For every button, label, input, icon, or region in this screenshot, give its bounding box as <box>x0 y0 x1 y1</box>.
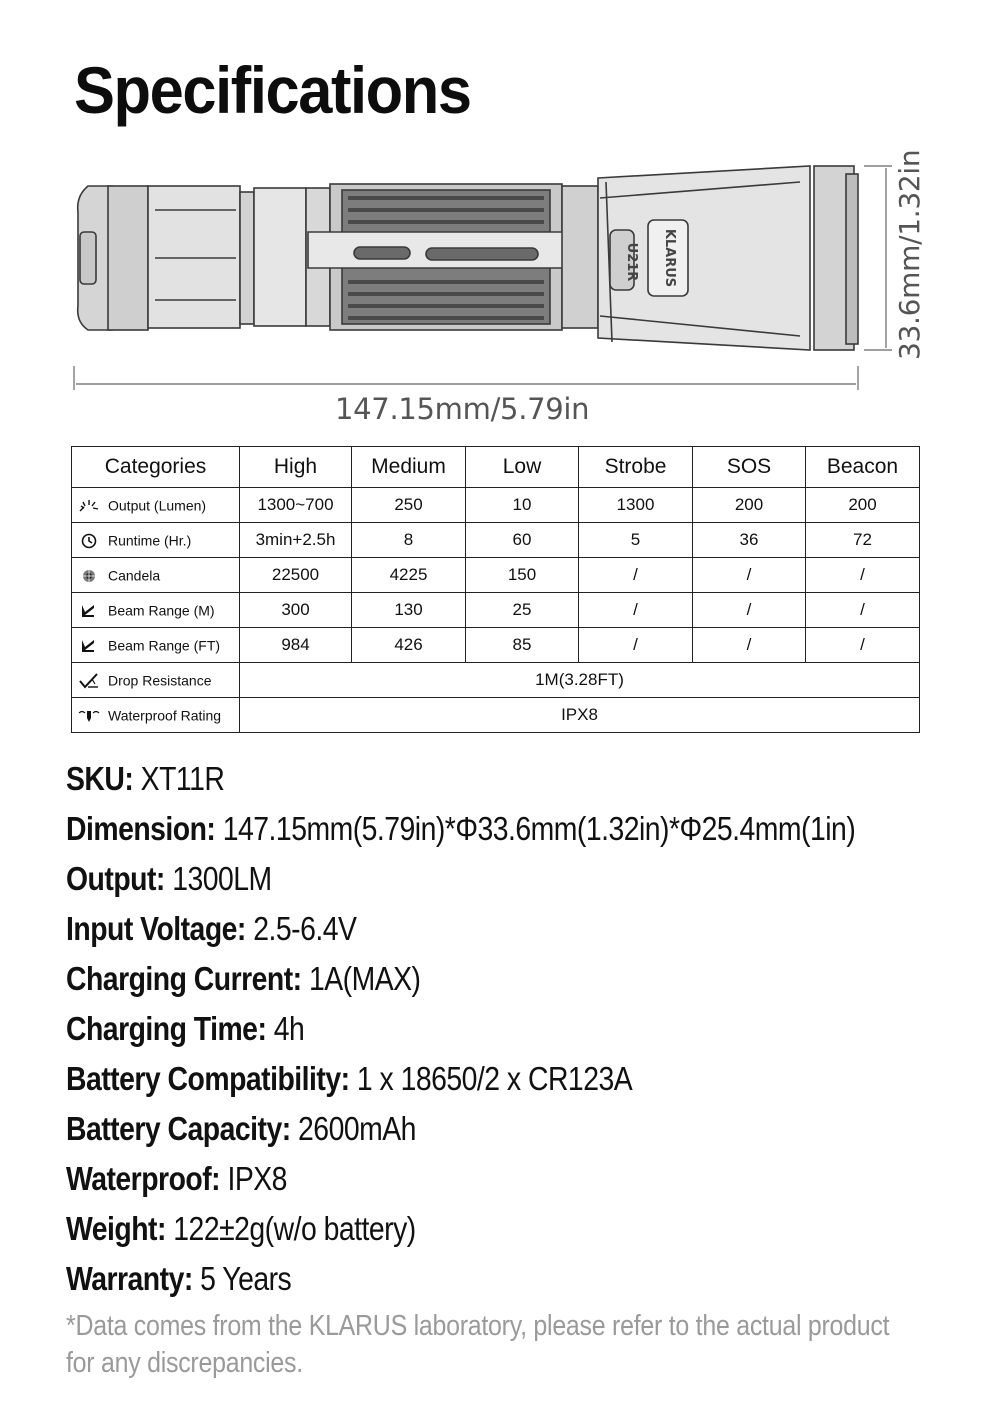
spec-key: Warranty: <box>66 1260 193 1297</box>
category-label: Beam Range (M) <box>108 602 215 619</box>
cell-strobe: / <box>579 558 693 593</box>
cell-beacon: / <box>806 558 920 593</box>
spec-key: Weight: <box>66 1210 166 1247</box>
spec-value: IPX8 <box>227 1160 287 1197</box>
spec-value: 1 x 18650/2 x CR123A <box>356 1060 633 1097</box>
table-row <box>72 663 920 698</box>
cell-strobe: 1300 <box>579 488 693 523</box>
cell-sos: 200 <box>693 488 806 523</box>
spec-key: SKU: <box>66 760 134 797</box>
spec-value: 122±2g(w/o battery) <box>173 1210 416 1247</box>
cell-beacon: / <box>806 593 920 628</box>
category-label: Output (Lumen) <box>108 497 207 514</box>
table-row <box>72 558 920 593</box>
category-label: Waterproof Rating <box>108 707 222 724</box>
cell-strobe: / <box>579 628 693 663</box>
spec-dimension <box>66 810 855 860</box>
cell-high: 1300~700 <box>240 488 352 523</box>
spec-key: Output: <box>66 860 165 897</box>
cell-medium: 8 <box>352 523 466 558</box>
output-icon <box>78 498 100 514</box>
spec-sku <box>66 760 855 810</box>
cell-beacon: / <box>806 628 920 663</box>
cell-high: 984 <box>240 628 352 663</box>
waterproof-rating-value: IPX8 <box>240 698 920 733</box>
cell-high: 22500 <box>240 558 352 593</box>
spec-value: 147.15mm(5.79in)*Φ33.6mm(1.32in)*Φ25.4mm(1in) <box>222 810 856 847</box>
spec-warranty <box>66 1260 855 1310</box>
category-cell <box>72 663 240 698</box>
drop-resistance-value: 1M(3.28FT) <box>240 663 920 698</box>
cell-beacon: 72 <box>806 523 920 558</box>
cell-sos: / <box>693 628 806 663</box>
spec-key: Charging Current: <box>66 960 302 997</box>
beam-range-icon <box>78 603 100 619</box>
cell-sos: / <box>693 593 806 628</box>
header-categories: Categories <box>72 447 240 488</box>
cell-beacon: 200 <box>806 488 920 523</box>
svg-text:KLARUS: KLARUS <box>662 228 677 288</box>
spec-key: Dimension: <box>66 810 216 847</box>
waterproof-icon <box>78 708 100 724</box>
cell-medium: 250 <box>352 488 466 523</box>
category-cell <box>72 488 240 523</box>
candela-icon <box>78 568 100 584</box>
beam-range-icon <box>78 638 100 654</box>
table-header-row <box>72 447 920 488</box>
length-dimension-label: 147.15mm/5.79in <box>335 392 590 426</box>
spec-weight <box>66 1210 855 1260</box>
spec-charging-time <box>66 1010 855 1060</box>
category-cell <box>72 593 240 628</box>
cell-high: 300 <box>240 593 352 628</box>
spec-value: 1A(MAX) <box>308 960 421 997</box>
spec-key: Charging Time: <box>66 1010 267 1047</box>
header-low: Low <box>466 447 579 488</box>
spec-charging-current <box>66 960 855 1010</box>
header-medium: Medium <box>352 447 466 488</box>
spec-value: 2.5-6.4V <box>253 910 357 947</box>
spec-value: 4h <box>273 1010 305 1047</box>
svg-text:U21R: U21R <box>624 242 639 282</box>
cell-low: 10 <box>466 488 579 523</box>
cell-medium: 4225 <box>352 558 466 593</box>
table-row <box>72 488 920 523</box>
category-label: Beam Range (FT) <box>108 637 221 654</box>
cell-sos: / <box>693 558 806 593</box>
category-cell <box>72 523 240 558</box>
spec-input-voltage <box>66 910 855 960</box>
spec-key: Battery Compatibility: <box>66 1060 350 1097</box>
table-row <box>72 698 920 733</box>
cell-medium: 426 <box>352 628 466 663</box>
spec-value: 2600mAh <box>298 1110 416 1147</box>
header-strobe: Strobe <box>579 447 693 488</box>
cell-high: 3min+2.5h <box>240 523 352 558</box>
cell-low: 150 <box>466 558 579 593</box>
spec-key: Input Voltage: <box>66 910 246 947</box>
table-row <box>72 593 920 628</box>
page-title: Specifications <box>74 53 471 127</box>
cell-low: 25 <box>466 593 579 628</box>
category-cell <box>72 698 240 733</box>
header-sos: SOS <box>693 447 806 488</box>
header-high: High <box>240 447 352 488</box>
category-label: Drop Resistance <box>108 672 212 689</box>
flashlight-drawing <box>0 140 990 390</box>
category-cell <box>72 558 240 593</box>
disclaimer-note <box>66 1308 926 1382</box>
spec-battery-capacity <box>66 1110 855 1160</box>
spec-output <box>66 860 855 910</box>
cell-low: 60 <box>466 523 579 558</box>
cell-strobe: 5 <box>579 523 693 558</box>
spec-key: Battery Capacity: <box>66 1110 291 1147</box>
spec-key: Waterproof: <box>66 1160 221 1197</box>
mode-spec-table <box>71 446 920 733</box>
drop-resistance-icon <box>78 673 100 689</box>
diameter-dimension-label: 33.6mm/1.32in <box>893 149 926 360</box>
cell-strobe: / <box>579 593 693 628</box>
disclaimer-line-2: for any discrepancies. <box>66 1347 303 1379</box>
category-label: Runtime (Hr.) <box>108 532 192 549</box>
table-row <box>72 523 920 558</box>
cell-medium: 130 <box>352 593 466 628</box>
cell-low: 85 <box>466 628 579 663</box>
disclaimer-line-1: *Data comes from the KLARUS laboratory, please refer to the actual product <box>66 1310 890 1342</box>
spec-battery-compatibility <box>66 1060 855 1110</box>
spec-value: 5 Years <box>200 1260 292 1297</box>
runtime-clock-icon <box>78 533 100 549</box>
spec-list <box>66 760 984 1310</box>
category-label: Candela <box>108 567 161 584</box>
spec-value: XT11R <box>140 760 225 797</box>
spec-value: 1300LM <box>172 860 272 897</box>
category-cell <box>72 628 240 663</box>
header-beacon: Beacon <box>806 447 920 488</box>
cell-sos: 36 <box>693 523 806 558</box>
table-row <box>72 628 920 663</box>
spec-waterproof <box>66 1160 855 1210</box>
